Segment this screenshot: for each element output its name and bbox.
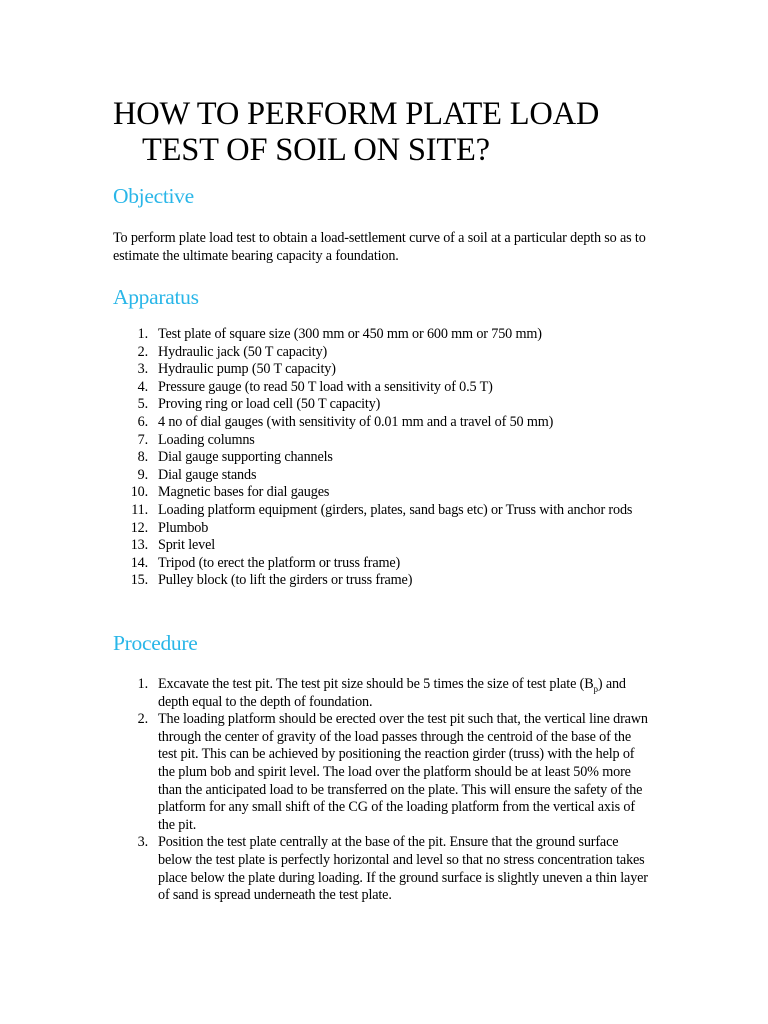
list-number: 15. (130, 572, 148, 589)
objective-heading: Objective (113, 184, 194, 208)
objective-paragraph: To perform plate load test to obtain a load-settlement curve of a soil at a particular depth so as to estimate the ultimate bearing capacity a foundation. (113, 230, 646, 264)
list-item (113, 537, 653, 555)
list-item (113, 572, 653, 590)
list-item (113, 502, 653, 520)
list-item-text: Tripod (to erect the platform or truss frame) (158, 554, 401, 571)
list-item (113, 676, 653, 711)
list-item (113, 396, 653, 414)
list-item-text: Excavate the test pit. The test pit size should be 5 times the size of test plate $(B_p)$ and depth equal to the depth of foundation. (158, 676, 626, 710)
list-item (113, 711, 653, 834)
list-item-text: Pulley block (to lift the girders or truss frame) (158, 572, 413, 589)
list-item-text: Hydraulic pump (50 T capacity) (158, 361, 336, 378)
list-item-text: Hydraulic jack (50 T capacity) (158, 343, 328, 360)
list-item (113, 834, 653, 904)
procedure-heading: Procedure (113, 631, 198, 655)
list-item-text: Plumbob (158, 519, 209, 536)
apparatus-heading: Apparatus (113, 285, 199, 309)
subscript-p: p (593, 683, 598, 694)
procedure-list (113, 676, 653, 905)
list-number: 9. (137, 466, 148, 483)
list-item-text: The loading platform should be erected over the test pit such that, the vertical line drawn through the center of gravity of the load passes through the centroid of the base of the test pit. This can be achieved by positioning the reaction girder (truss) with the help of the plum bob and spirit level. The load over the platform should be at least 50% more than the anticipated load to be transferred on the plate. This will ensure the safety of the platform for any small shift of the CG of the loading platform from the vertical axis of the pit. (158, 711, 648, 833)
list-number: 12. (130, 519, 148, 536)
list-item (113, 361, 653, 379)
list-number: 8. (137, 449, 148, 466)
list-item-text: Sprit level (158, 537, 216, 554)
list-item-text: Loading platform equipment (girders, plates, sand bags etc) or Truss with anchor rods (158, 501, 633, 518)
list-item (113, 326, 653, 344)
list-number: 13. (130, 537, 148, 554)
list-number: 1. (137, 676, 148, 692)
apparatus-list (113, 326, 653, 590)
title-line-1: HOW TO PERFORM PLATE LOAD (113, 96, 600, 132)
list-item-text: Magnetic bases for dial gauges (158, 484, 330, 501)
list-number: 5. (137, 396, 148, 413)
list-item-text: Dial gauge stands (158, 466, 257, 483)
list-number: 10. (130, 484, 148, 501)
list-number: 14. (130, 554, 148, 571)
list-item (113, 449, 653, 467)
document-title (113, 96, 653, 168)
list-number: 1. (137, 326, 148, 342)
list-item-text: Loading columns (158, 431, 255, 448)
list-number: 2. (137, 711, 148, 728)
list-item (113, 520, 653, 538)
list-item-text: Position the test plate centrally at the base of the pit. Ensure that the ground surface below the test plate is perfectly horizontal and level so that no stress concentration takes place below the plate during loading. If the ground surface is slightly uneven a thin layer of sand is spread underneath the test plate. (158, 834, 648, 904)
list-number: 2. (137, 343, 148, 360)
list-item (113, 467, 653, 485)
list-item (113, 414, 653, 432)
list-item (113, 344, 653, 362)
list-item (113, 555, 653, 573)
list-number: 11. (131, 501, 148, 518)
list-number: 3. (137, 361, 148, 378)
list-item-text: Test plate of square size (300 mm or 450 mm or 600 mm or 750 mm) (158, 326, 542, 342)
list-number: 4. (137, 378, 148, 395)
title-line-2: TEST OF SOIL ON SITE? (142, 132, 490, 168)
list-item (113, 432, 653, 450)
list-number: 6. (137, 413, 148, 430)
list-item-text: Pressure gauge (to read 50 T load with a sensitivity of 0.5 T) (158, 378, 493, 395)
list-number: 3. (137, 834, 148, 851)
list-item-text: Proving ring or load cell (50 T capacity) (158, 396, 381, 413)
list-item (113, 484, 653, 502)
list-item (113, 379, 653, 397)
list-number: 7. (137, 431, 148, 448)
list-item-text: Dial gauge supporting channels (158, 449, 333, 466)
list-item-text: 4 no of dial gauges (with sensitivity of 0.01 mm and a travel of 50 mm) (158, 413, 554, 430)
